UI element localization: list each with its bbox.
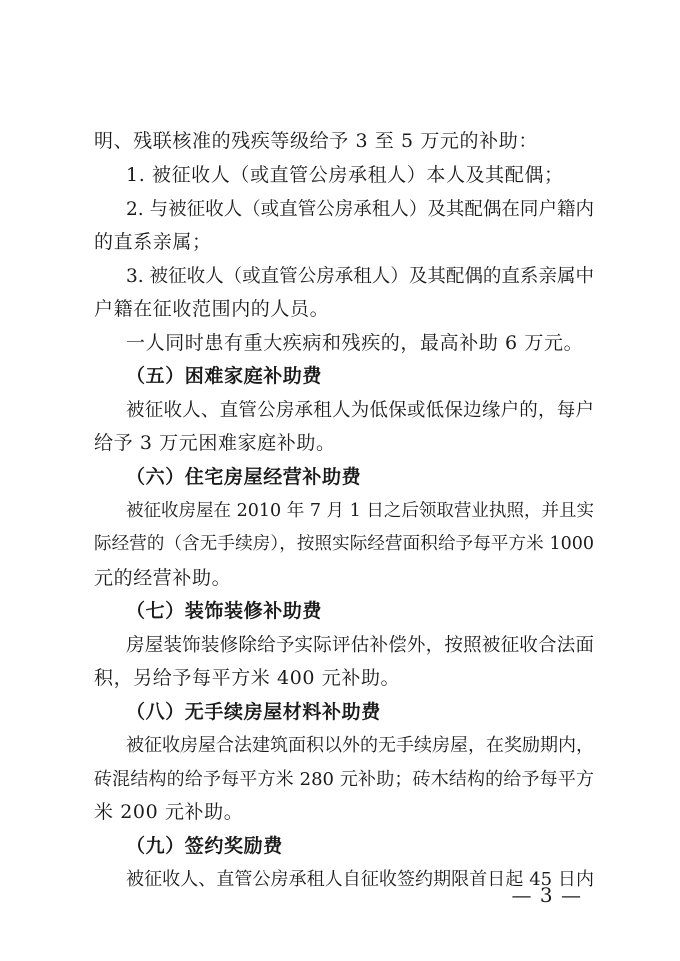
page-number: — 3 —: [511, 883, 582, 907]
list-item: 1. 被征收人（或直管公房承租人）本人及其配偶；: [126, 164, 564, 186]
list-item: 3. 被征收人（或直管公房承租人）及其配偶的直系亲属中: [126, 266, 594, 287]
section-heading: （六）住宅房屋经营补助费: [126, 466, 362, 488]
body-text-line: 元的经营补助。: [94, 567, 232, 589]
body-text-line: 际经营的（含无手续房），按照实际经营面积给予每平方米 1000: [94, 534, 594, 554]
section-heading: （五）困难家庭补助费: [126, 365, 323, 387]
body-text-line: 给予 3 万元困难家庭补助。: [94, 432, 336, 454]
body-text-line: 被征收房屋合法建筑面积以外的无手续房屋，在奖励期内，: [126, 735, 594, 756]
body-text-line: 被征收人、直管公房承租人自征收签约期限首日起 45 日内: [126, 869, 594, 890]
body-text-line: 被征收房屋在 2010 年 7 月 1 日之后领取营业执照，并且实: [126, 501, 594, 521]
section-heading: （九）签约奖励费: [126, 835, 283, 857]
body-text-line: 户籍在征收范围内的人员。: [94, 298, 330, 320]
body-text-line: 的直系亲属；: [94, 231, 212, 253]
body-text-line: 明、残联核准的残疾等级给予 3 至 5 万元的补助：: [94, 130, 538, 152]
section-heading: （八）无手续房屋材料补助费: [126, 701, 381, 723]
section-heading: （七）装饰装修补助费: [126, 600, 323, 622]
body-text-line: 砖混结构的给予每平方米 280 元补助；砖木结构的给予每平方: [94, 769, 594, 790]
body-text-line: 积，另给予每平方米 400 元补助。: [94, 667, 401, 689]
body-text-line: 房屋装饰装修除给予实际评估补偿外，按照被征收合法面: [126, 635, 594, 656]
body-text-line: 米 200 元补助。: [94, 801, 244, 823]
body-text-line: 被征收人、直管公房承租人为低保或低保边缘户的，每户: [126, 400, 594, 421]
list-item: 2. 与被征收人（或直管公房承租人）及其配偶在同户籍内: [126, 199, 594, 220]
body-text-line: 一人同时患有重大疾病和残疾的，最高补助 6 万元。: [126, 332, 584, 354]
